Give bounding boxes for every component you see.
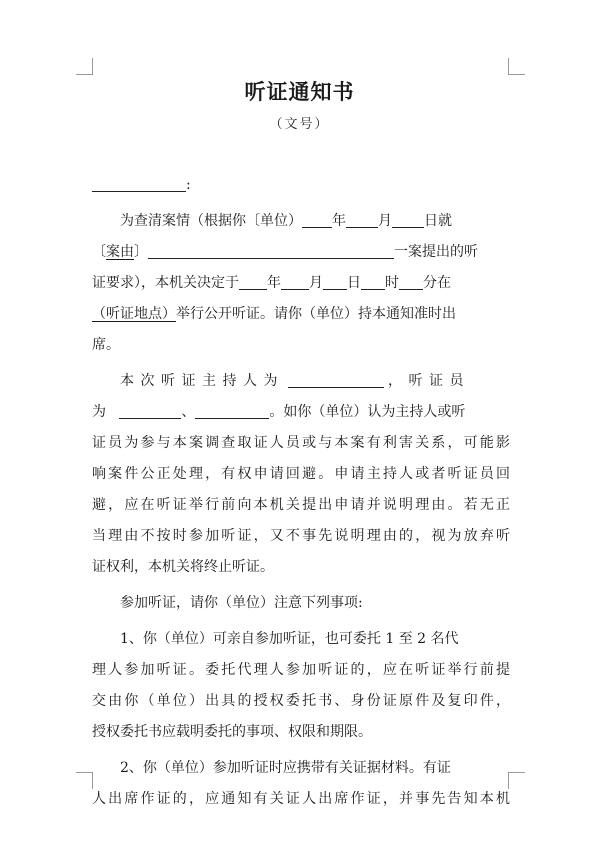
crop-mark-top-right: [508, 58, 525, 75]
blank-month-2: [281, 273, 309, 290]
text: 、: [181, 404, 196, 420]
blank-hearing-officer-2: [195, 402, 269, 419]
text: 月: [309, 275, 323, 291]
text: 席。: [92, 337, 120, 353]
para4-line1: 1、你（单位）可亲自参加听证，也可委托 1 至 2 名代: [120, 631, 459, 647]
blank-case-reason: [148, 242, 394, 259]
addressee-colon: :: [186, 177, 191, 193]
text: 年: [332, 213, 346, 229]
document-title: 听证通知书: [244, 79, 355, 104]
blank-hearing-officer-1: [119, 402, 181, 419]
para2-line1: [92, 366, 510, 397]
para2-line5: 避，应在听证举行前向本机关提出申请并说明理由。若无正: [92, 497, 510, 513]
para2-line7: 证权利，本机关将终止听证。: [92, 559, 274, 575]
text: 日: [347, 275, 361, 291]
text: 月: [378, 213, 392, 229]
text: 分在: [423, 275, 451, 291]
crop-mark-top-left: [76, 58, 93, 75]
para5-line1: 2、你（单位）参加听证时应携带有关证据材料。有证: [120, 760, 451, 776]
text: 〔: [92, 244, 106, 260]
blank-hour: [361, 273, 385, 290]
blank-year-2: [239, 273, 267, 290]
crop-mark-bottom-left: [76, 772, 93, 789]
addressee-line: [92, 170, 510, 201]
text: 本次听证主持人为: [120, 373, 284, 389]
case-reason-label: 案由: [106, 244, 134, 260]
blank-day-1: [392, 211, 424, 228]
para2-line4: 响案件公正处理，有权申请回避。申请主持人或者听证员回: [92, 466, 510, 482]
para1-line5: [92, 330, 510, 361]
para1-line1: [92, 206, 510, 237]
text: 举行公开听证。请你（单位）持本通知准时出: [176, 306, 456, 322]
blank-year-1: [302, 211, 332, 228]
text: 为查清案情（根据你〔单位）: [120, 213, 302, 229]
text: 一案提出的听: [394, 244, 478, 260]
blank-minute: [399, 273, 423, 290]
text: 时: [385, 275, 399, 291]
para1-line3: [92, 268, 510, 299]
text: 为: [92, 404, 106, 420]
para5-line2: 人出席作证的，应通知有关证人出席作证，并事先告知本机: [92, 791, 510, 807]
document-body: [92, 170, 510, 815]
para1-line4: [92, 299, 510, 330]
blank-day-2: [323, 273, 347, 290]
para1-line2: [92, 237, 510, 268]
para3-line1: 参加听证，请你（单位）注意下列事项:: [120, 595, 363, 611]
text: 〕: [134, 244, 148, 260]
para2-line2: [92, 397, 510, 428]
para4-line3: 交由你（单位）出具的授权委托书、身份证原件及复印件，: [92, 693, 510, 709]
para2-line3: 证员为参与本案调查取证人员或与本案有利害关系，可能影: [92, 435, 510, 451]
para2-line6: 当理由不按时参加听证，又不事先说明理由的，视为放弃听: [92, 528, 510, 544]
para4-line4: 授权委托书应载明委托的事项、权限和期限。: [92, 724, 372, 740]
crop-mark-bottom-right: [508, 772, 525, 789]
addressee-blank: [92, 175, 186, 192]
text: ，听证员: [388, 373, 470, 389]
hearing-location-label: （听证地点）: [92, 306, 176, 322]
text: 证要求），本机关决定于: [92, 275, 239, 291]
blank-host: [288, 371, 384, 388]
text: 。如你（单位）认为主持人或听: [269, 404, 466, 420]
text: 日就: [424, 213, 452, 229]
document-number: （文号）: [269, 117, 330, 132]
blank-month-1: [346, 211, 378, 228]
para4-line2: 理人参加听证。委托代理人参加听证的，应在听证举行前提: [92, 662, 510, 678]
text: 年: [267, 275, 281, 291]
